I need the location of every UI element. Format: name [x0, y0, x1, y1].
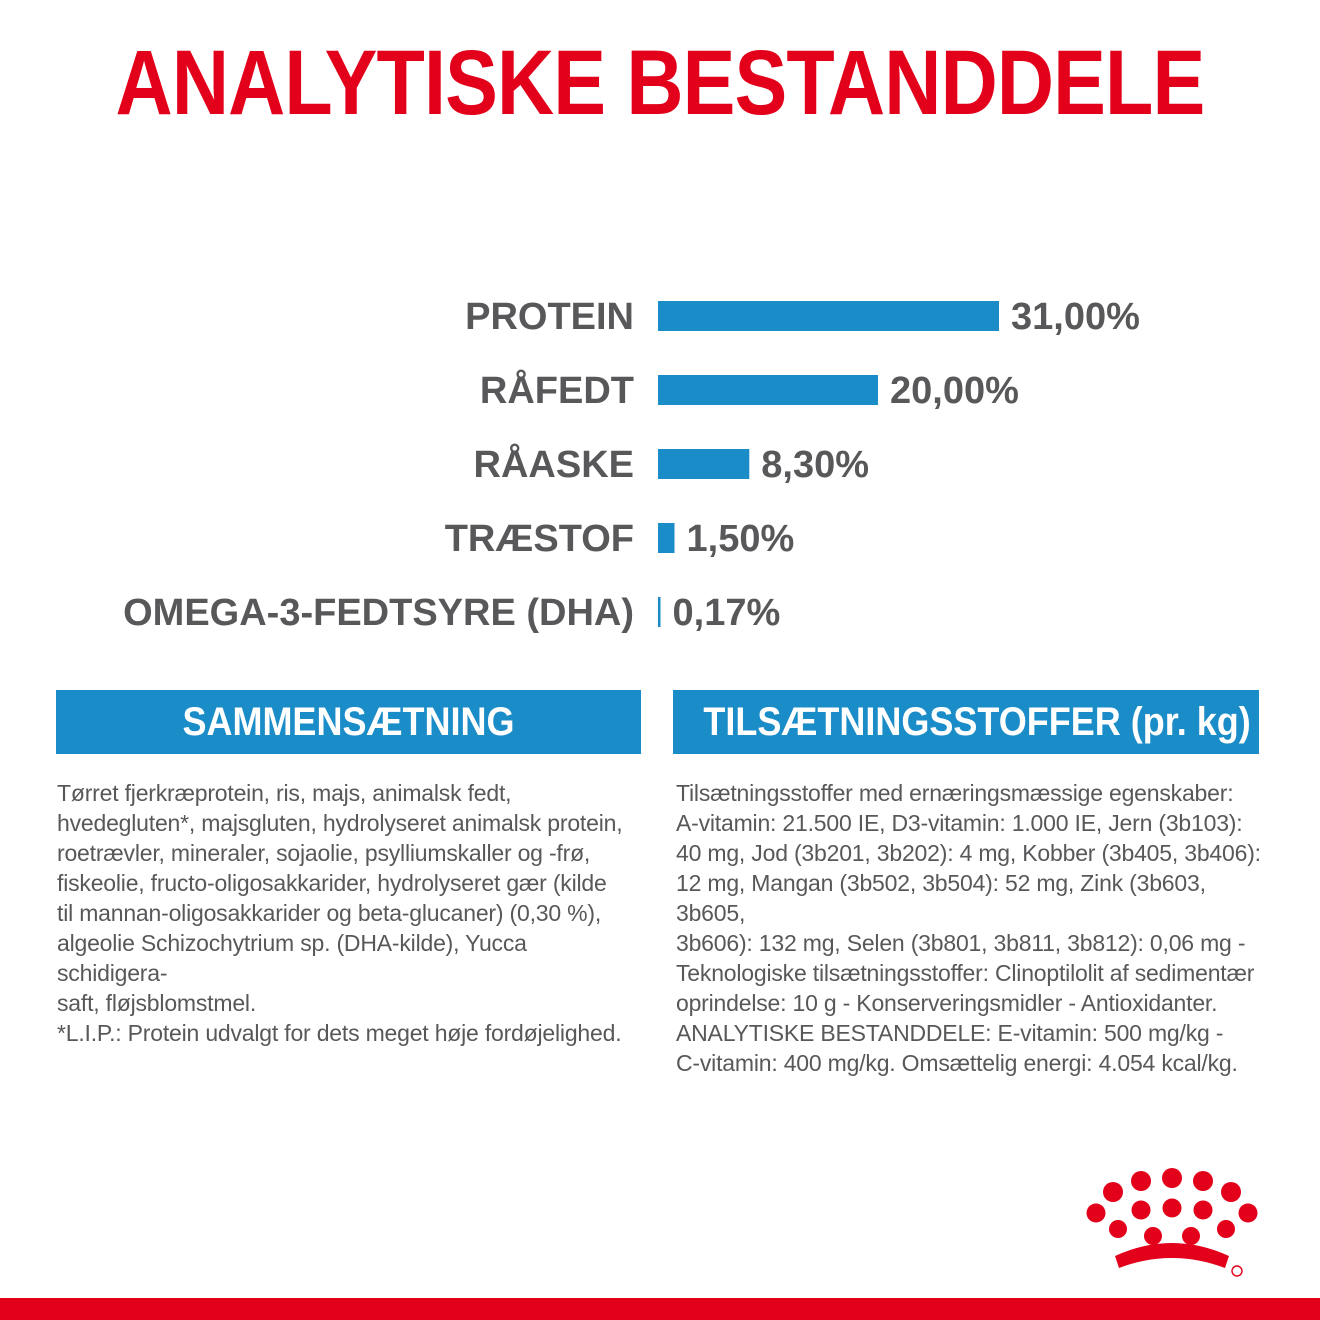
crown-logo-icon	[1085, 1168, 1260, 1280]
page-title: ANALYTISKE BESTANDDELE	[115, 32, 1205, 134]
value-label: 20,00%	[890, 370, 1019, 412]
bar	[658, 449, 749, 479]
value-label: 0,17%	[672, 592, 781, 634]
value-label: 31,00%	[1011, 296, 1140, 338]
bar-label: RÅFEDT	[479, 370, 634, 412]
bar	[658, 301, 999, 331]
bar	[658, 523, 675, 553]
bar-label: PROTEIN	[465, 296, 634, 338]
additives-header	[673, 690, 1259, 754]
bar	[658, 375, 878, 405]
bar-label: OMEGA-3-FEDTSYRE (DHA)	[123, 592, 634, 634]
additives-text: Tilsætningsstoffer med ernæringsmæssige egenskaber: A-vitamin: 21.500 IE, D3-vitamin: 1.000 IE, Jern (3b103): 40 mg, Jod (3b201, 3b202): 4 mg, Kobber (3b405, 3b406): 12 mg, Mangan (3b502, 3b504): 52 mg, Zink (3b603, 3b605, 3b606): 132 mg, Selen (3b801, 3b811, 3b812): 0,06 mg - Teknologiske tilsætningsstoffer: Clinoptilolit af sedimentær oprindelse: 10 g - Konserveringsmidler - Antioxidanter. ANALYTISKE BESTANDDELE: E-vitamin: 500 mg/kg - C-vitamin: 400 mg/kg. Omsættelig energi: 4.054 kcal/kg.	[676, 780, 1261, 1076]
composition-text: Tørret fjerkræprotein, ris, majs, animalsk fedt, hvedegluten*, majsgluten, hydrolyseret animalsk protein, roetrævler, mineraler, sojaolie, psylliumskaller og -frø, fiskeolie, fructo-oligosakkarider, hydrolyseret gær (kilde til mannan-oligosakkarider og beta-glucaner) (0,30 %), algeolie Schizochytrium sp. (DHA-kilde), Yucca schidigera- saft, fløjsblomstmel. *L.I.P.: Protein udvalgt for dets meget høje fordøjelighed.	[57, 780, 623, 1046]
composition-header	[56, 690, 641, 754]
footer-accent-bar	[0, 1298, 1320, 1320]
bar	[658, 597, 661, 627]
composition-header-label: SAMMENSÆTNING	[182, 700, 515, 744]
bar-label: TRÆSTOF	[444, 518, 634, 560]
value-label: 8,30%	[761, 444, 870, 486]
bar-label: RÅASKE	[473, 444, 634, 486]
value-label: 1,50%	[686, 518, 795, 560]
nutrient-bar-chart	[0, 280, 1320, 650]
additives-header-label: TILSÆTNINGSSTOFFER (pr. kg)	[703, 700, 1251, 744]
